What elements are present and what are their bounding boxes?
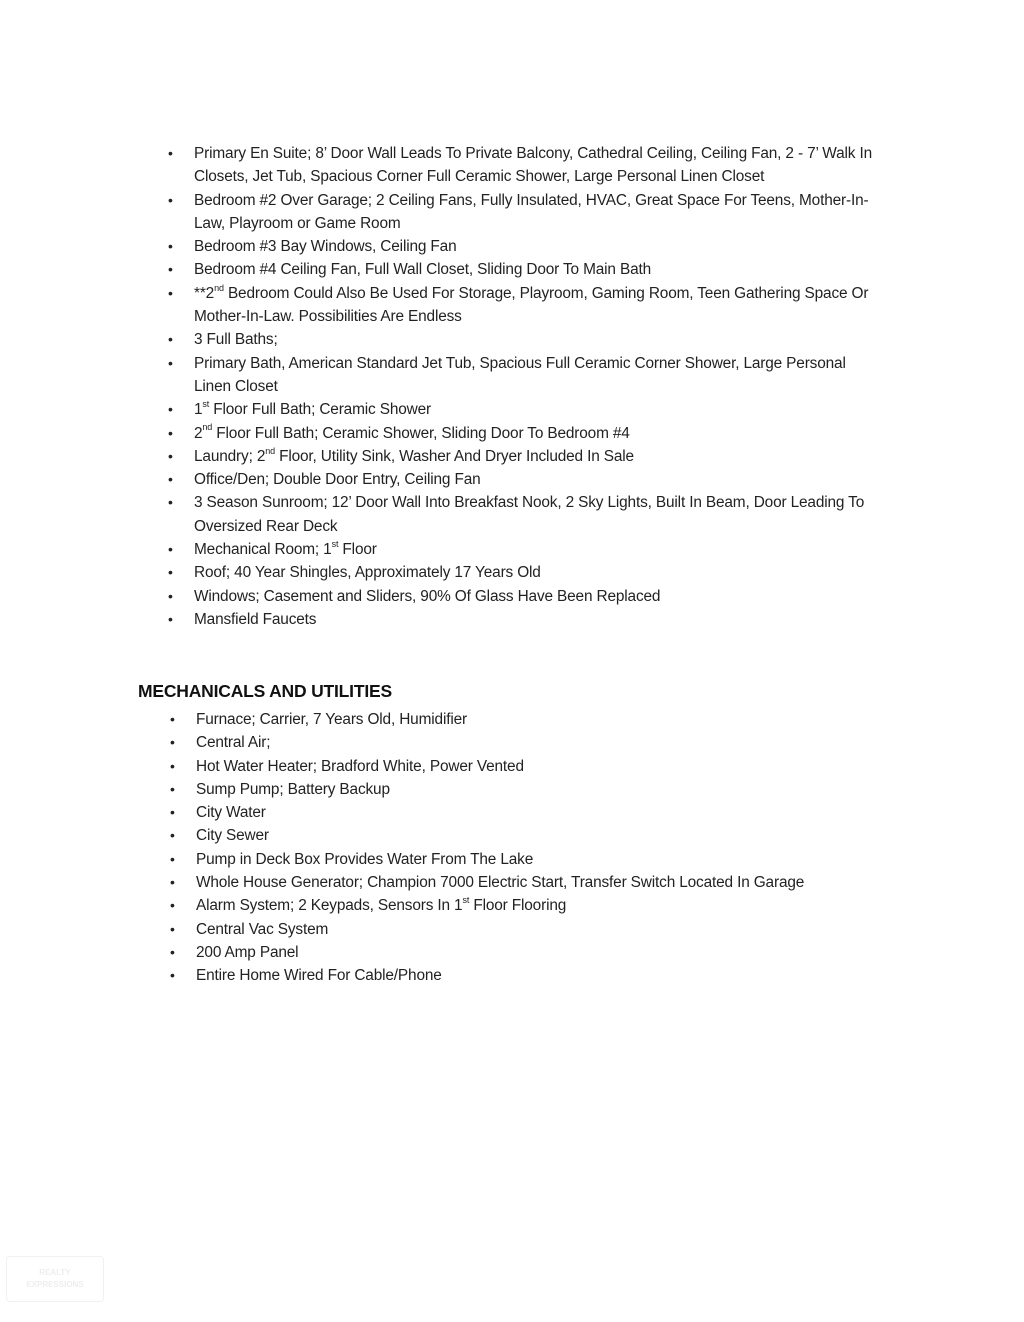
list-item <box>167 848 867 871</box>
list-item-text: Bedroom #3 Bay Windows, Ceiling Fan <box>194 238 457 256</box>
list-item <box>165 235 885 258</box>
bullet-icon: • <box>170 780 175 797</box>
list-item-text: Hot Water Heater; Bradford White, Power Vented <box>196 757 524 775</box>
bullet-icon: • <box>168 145 173 161</box>
bullet-icon: • <box>170 711 175 727</box>
bullet-icon: • <box>170 967 175 984</box>
list-item-text: Floor Full Bath; Ceramic Shower, Sliding Door To Bedroom #4 <box>212 424 630 442</box>
list-item-text: Floor <box>338 541 377 559</box>
list-item-text: Office/Den; Double Door Entry, Ceiling Fan <box>194 471 481 489</box>
list-item <box>167 918 867 941</box>
ordinal-suffix: nd <box>265 445 275 456</box>
bullet-icon: • <box>170 757 175 774</box>
bullet-icon: • <box>168 424 173 441</box>
bullet-icon: • <box>168 284 173 301</box>
list-item-text: 3 Season Sunroom; 12’ Door Wall Into Breakfast Nook, 2 Sky Lights, Built In Beam, Door Leading To Oversized Rear Deck <box>194 494 865 535</box>
list-item <box>167 871 867 894</box>
features-list <box>165 142 885 631</box>
bullet-icon: • <box>168 354 173 371</box>
list-item-text: Bedroom #4 Ceiling Fan, Full Wall Closet, Sliding Door To Main Bath <box>194 261 652 279</box>
list-item-text: Alarm System; 2 Keypads, Sensors In 1 <box>196 897 463 915</box>
bullet-icon: • <box>170 943 175 960</box>
logo-line: EXPRESSIONS <box>26 1280 84 1289</box>
bullet-icon: • <box>170 897 175 914</box>
list-item-text: Bedroom #2 Over Garage; 2 Ceiling Fans, Fully Insulated, HVAC, Great Space For Teens, Mother-In-Law, Playroom or Game Room <box>194 191 869 232</box>
list-item <box>167 894 867 917</box>
list-item-text: Floor, Utility Sink, Washer And Dryer Included In Sale <box>274 447 634 465</box>
list-item-text: City Sewer <box>196 827 269 845</box>
list-item <box>167 824 867 847</box>
list-item-text: Central Vac System <box>196 920 329 938</box>
list-item <box>167 708 867 731</box>
list-item-text: Floor Flooring <box>469 897 567 915</box>
list-item-text: Mechanical Room; 1 <box>194 541 332 559</box>
list-item <box>165 608 885 631</box>
bullet-icon: • <box>168 447 173 464</box>
list-item <box>165 352 885 399</box>
list-item <box>165 468 885 491</box>
list-item <box>165 422 885 445</box>
list-item-text: Sump Pump; Battery Backup <box>196 780 390 798</box>
realtor-logo-icon <box>6 1256 104 1302</box>
list-item <box>165 585 885 608</box>
list-item-text: Whole House Generator; Champion 7000 Electric Start, Transfer Switch Located In Garage <box>196 874 805 892</box>
ordinal-suffix: nd <box>202 422 213 433</box>
list-item <box>167 941 867 964</box>
list-item-text: 200 Amp Panel <box>196 943 299 961</box>
list-item <box>165 561 885 584</box>
list-item-text: Pump in Deck Box Provides Water From The Lake <box>196 850 534 868</box>
bullet-icon: • <box>168 541 173 558</box>
list-item-text: Windows; Casement and Sliders, 90% Of Glass Have Been Replaced <box>194 587 661 605</box>
list-item <box>165 258 885 281</box>
list-item <box>165 538 885 561</box>
list-item-text: Mansfield Faucets <box>194 610 317 628</box>
list-item-text: Floor Full Bath; Ceramic Shower <box>209 401 431 419</box>
list-item <box>165 282 885 329</box>
list-item-text: **2 <box>194 284 215 302</box>
list-item <box>167 755 867 778</box>
list-item <box>165 445 885 468</box>
bullet-icon: • <box>170 827 175 844</box>
list-item-text: Roof; 40 Year Shingles, Approximately 17 Years Old <box>194 564 541 582</box>
bullet-icon: • <box>168 238 173 255</box>
list-item <box>165 491 885 538</box>
bullet-icon: • <box>170 920 175 937</box>
list-item <box>165 328 885 351</box>
ordinal-suffix: st <box>462 895 470 906</box>
list-item-text: Primary En Suite; 8’ Door Wall Leads To Private Balcony, Cathedral Ceiling, Ceiling Fan, 2 - 7’ Walk In Closets, Jet Tub, Spacious Corner Full Ceramic Shower, Large Personal Linen Closet <box>194 145 872 186</box>
list-item-text: 1 <box>194 401 203 419</box>
bullet-icon: • <box>168 191 173 208</box>
bullet-icon: • <box>170 804 175 821</box>
bullet-icon: • <box>170 850 175 867</box>
bullet-icon: • <box>168 564 173 581</box>
list-item <box>165 142 885 189</box>
list-item-text: Central Air; <box>196 734 271 752</box>
list-item-text: Laundry; 2 <box>194 447 266 465</box>
list-item-text: Entire Home Wired For Cable/Phone <box>196 967 442 985</box>
list-item <box>167 731 867 754</box>
ordinal-suffix: st <box>331 538 339 549</box>
bullet-icon: • <box>168 610 173 627</box>
list-item-text: Primary Bath, American Standard Jet Tub, Spacious Full Ceramic Corner Shower, Large Personal Linen Closet <box>194 354 846 395</box>
list-item-text: City Water <box>196 804 266 822</box>
list-item <box>165 398 885 421</box>
bullet-icon: • <box>168 261 173 278</box>
bullet-icon: • <box>170 874 175 891</box>
bullet-icon: • <box>168 587 173 604</box>
mechanicals-list <box>167 708 867 988</box>
list-item <box>165 189 885 236</box>
logo-line: REALTY <box>39 1268 71 1277</box>
list-item-text: Furnace; Carrier, 7 Years Old, Humidifier <box>196 711 467 728</box>
bullet-icon: • <box>170 734 175 751</box>
bullet-icon: • <box>168 331 173 348</box>
list-item-text: Bedroom Could Also Be Used For Storage, Playroom, Gaming Room, Teen Gathering Space Or Mother-In-Law. Possibilities Are Endless <box>194 284 869 326</box>
list-item <box>167 778 867 801</box>
bullet-icon: • <box>168 471 173 488</box>
section-heading-mechanicals: MECHANICALS AND UTILITIES <box>138 681 392 701</box>
ordinal-suffix: nd <box>214 282 224 293</box>
list-item-text: 3 Full Baths; <box>194 331 278 349</box>
list-item <box>167 801 867 824</box>
bullet-icon: • <box>168 494 173 511</box>
list-item-text: 2 <box>194 424 203 442</box>
ordinal-suffix: st <box>202 399 210 410</box>
bullet-icon: • <box>168 401 173 418</box>
list-item <box>167 964 867 987</box>
